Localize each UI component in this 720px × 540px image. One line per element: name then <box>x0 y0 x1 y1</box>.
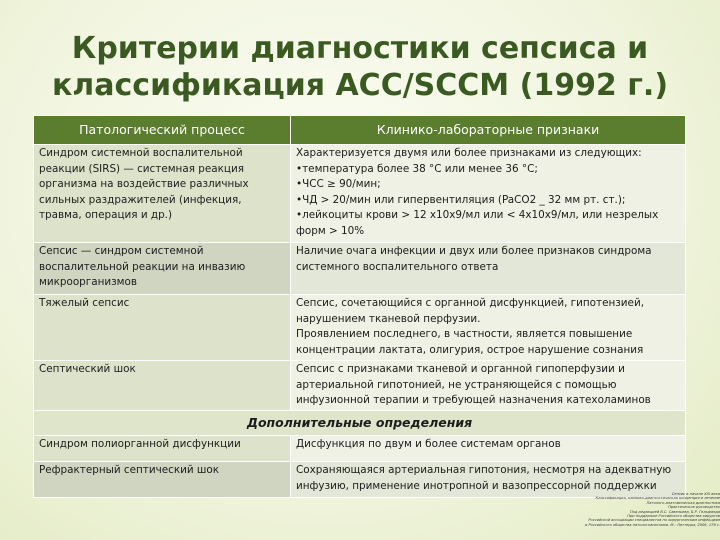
signs-line: концентрации лактата, олигурия, острое нарушение сознания <box>296 343 644 356</box>
process-cell <box>34 243 291 295</box>
footnote-line: Сепсис в начале XXI века <box>671 492 720 496</box>
signs-line: форм > 10% <box>296 224 365 237</box>
header-process: Патологический процесс <box>34 116 291 145</box>
process-cell <box>34 145 291 243</box>
criteria-table <box>33 115 686 498</box>
footnote-line: При поддержке Российского общества хирургов <box>627 514 720 519</box>
process-line: воспалительной реакции на инвазию <box>39 260 246 273</box>
footnote-line: Патолого-анатомическая диагностика <box>646 500 720 505</box>
signs-cell <box>291 361 686 411</box>
table-header-row <box>34 116 686 145</box>
footnote-line: Практическое руководство <box>668 505 720 510</box>
process-line: Септический шок <box>39 363 136 375</box>
title-line-2: классификация ACC/SCCM (1992 г.) <box>51 68 669 103</box>
footnote-line: и Российского общества патологоанатомов. М.: Литтерра, 2006, 176 с. <box>584 522 720 527</box>
footnote-line: Российской ассоциации специалистов по хирургическим инфекциям <box>588 518 720 523</box>
process-line: травма, операция и др.) <box>39 209 173 221</box>
signs-cell <box>291 145 686 243</box>
process-line: организма на воздействие различных <box>39 178 249 190</box>
signs-line: Характеризуется двумя или более признаками из следующих: <box>296 147 642 159</box>
table-row <box>34 243 686 295</box>
signs-line: Сепсис с признаками тканевой и органной гипоперфузии и <box>296 363 625 375</box>
source-footnote <box>560 492 720 527</box>
footnote-line: Под редакцией В.С. Савельева, Б.Р. Гельфанда <box>629 509 720 514</box>
process-cell <box>34 462 291 498</box>
signs-line: нарушением тканевой перфузии. <box>296 312 481 325</box>
signs-line: инфузионной терапии и требующей назначения катехоламинов <box>296 394 651 406</box>
process-cell <box>34 361 291 411</box>
process-line: Рефрактерный септический шок <box>39 464 220 476</box>
signs-line: Наличие очага инфекции и двух или более признаков синдрома <box>296 245 652 257</box>
process-line: реакции (SIRS) — системная реакция <box>39 162 244 175</box>
signs-line: •ЧСС ≥ 90/мин; <box>296 178 381 190</box>
table-row <box>34 145 686 243</box>
process-line: Сепсис — синдром системной <box>39 245 204 257</box>
header-signs: Клинико-лабораторные признаки <box>291 116 686 145</box>
additional-definitions-heading: Дополнительные определения <box>34 411 686 436</box>
signs-cell <box>291 243 686 295</box>
signs-line: Сепсис, сочетающийся с органной дисфункцией, гипотензией, <box>296 297 645 309</box>
signs-line: артериальной гипотонией, не устраняющейся с помощью <box>296 378 617 391</box>
process-line: Тяжелый сепсис <box>39 297 130 309</box>
table-row <box>34 295 686 361</box>
process-line: микроорганизмов <box>39 276 137 288</box>
additional-header-row <box>34 411 686 436</box>
signs-line: инфузию, применение инотропной и вазопрессорной поддержки <box>296 479 657 492</box>
process-line: Синдром системной воспалительной <box>39 147 243 159</box>
slide-title <box>20 30 700 104</box>
title-line-1: Критерии диагностики сепсиса и <box>71 31 649 66</box>
table-row <box>34 436 686 462</box>
signs-line: Проявлением последнего, в частности, является повышение <box>296 328 633 340</box>
signs-line: •лейкоциты крови > 12 х10х9/мл или < 4х10х9/мл, или незрелых <box>296 209 659 221</box>
signs-line: Дисфункция по двум и более системам органов <box>296 438 561 450</box>
signs-cell <box>291 436 686 462</box>
signs-line: •температура более 38 °С или менее 36 °С; <box>296 162 538 175</box>
additional-table-body <box>34 436 686 498</box>
footnote-line: Классификация, клинико-диагностическая концепция и лечение <box>595 496 720 501</box>
signs-line: системного воспалительного ответа <box>296 260 499 273</box>
process-cell <box>34 436 291 462</box>
table-row <box>34 361 686 411</box>
table-body <box>34 145 686 411</box>
process-line: Синдром полиорганной дисфункции <box>39 438 241 450</box>
process-line: сильных раздражителей (инфекция, <box>39 193 242 206</box>
signs-cell <box>291 295 686 361</box>
signs-line: •ЧД > 20/мин или гипервентиляция (PaCO2 _ 32 мм рт. ст.); <box>296 193 626 206</box>
process-cell <box>34 295 291 361</box>
signs-line: Сохраняющаяся артериальная гипотония, несмотря на адекватную <box>296 464 672 476</box>
